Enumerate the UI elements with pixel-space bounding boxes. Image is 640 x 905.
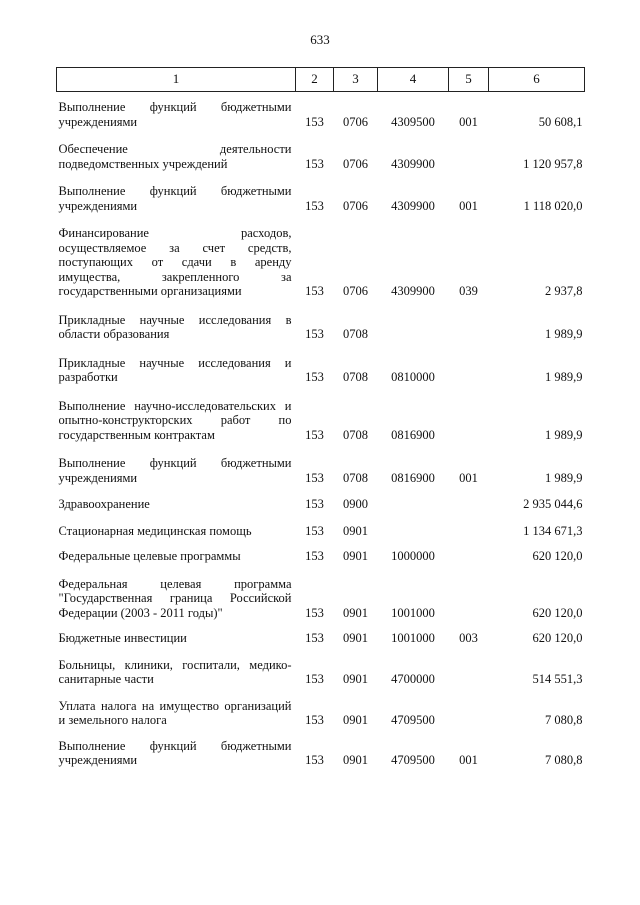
row-amount: 1 134 671,3 (523, 523, 583, 538)
row-spacer (57, 648, 585, 658)
row-spacer-cell (57, 566, 585, 577)
row-name: Выполнение функций бюджетными учреждениями (58, 184, 292, 213)
row-col-3: 0901 (343, 523, 368, 538)
row-col-5: 001 (459, 114, 478, 129)
row-col-2: 153 (305, 753, 324, 767)
row-spacer (57, 622, 585, 631)
row-amount: 1 989,9 (545, 327, 583, 341)
row-col-5 (449, 549, 489, 566)
row-col-4 (378, 524, 449, 541)
row-name: Федеральные целевые программы (58, 549, 241, 563)
table-row (57, 524, 585, 541)
row-name: Выполнение научно-исследовательских и опытно-конструкторских работ по государственным контрактам (58, 398, 292, 442)
row-spacer (57, 730, 585, 739)
row-spacer-cell (57, 173, 585, 184)
budget-table (56, 67, 585, 770)
row-col-5 (449, 313, 489, 344)
header-col-2: 2 (296, 68, 334, 92)
row-spacer (57, 444, 585, 456)
row-col-4: 0816900 (391, 470, 435, 485)
row-name: Прикладные научные исследования и разработки (58, 355, 292, 384)
row-col-3: 0901 (343, 672, 368, 686)
row-col-5: 001 (459, 753, 478, 767)
table-body (57, 92, 585, 770)
row-name: Уплата налога на имущество организаций и земельного налога (58, 698, 292, 727)
row-amount: 1 120 957,8 (523, 156, 583, 171)
row-col-2: 153 (305, 631, 324, 645)
row-col-5 (449, 577, 489, 623)
row-spacer-cell (57, 131, 585, 142)
row-col-3: 0706 (343, 156, 368, 171)
row-spacer-cell (57, 514, 585, 524)
header-col-6: 6 (489, 68, 585, 92)
row-col-5 (449, 524, 489, 541)
row-spacer-cell (57, 487, 585, 497)
header-col-1: 1 (57, 68, 296, 92)
row-col-2: 153 (305, 470, 324, 485)
row-col-4 (378, 313, 449, 344)
row-col-3: 0706 (343, 114, 368, 129)
row-col-4: 4709500 (391, 753, 435, 767)
row-name: Выполнение функций бюджетными учреждениями (58, 456, 292, 485)
row-col-4: 1000000 (391, 549, 435, 563)
row-spacer-cell (57, 622, 585, 631)
header-col-4: 4 (378, 68, 449, 92)
row-col-2: 153 (305, 549, 324, 563)
page-number: 633 (310, 32, 330, 47)
row-col-3: 0708 (343, 470, 368, 485)
table-row (57, 658, 585, 689)
row-spacer (57, 689, 585, 699)
row-col-5 (449, 356, 489, 387)
row-amount: 1 989,9 (545, 470, 583, 485)
table-row (57, 142, 585, 173)
row-name: Прикладные научные исследования в области образования (58, 312, 292, 341)
row-spacer (57, 566, 585, 577)
row-spacer-cell (57, 344, 585, 356)
row-spacer (57, 92, 585, 101)
row-amount: 620 120,0 (532, 631, 583, 645)
row-col-3: 0708 (343, 370, 368, 384)
table-header-row (57, 68, 585, 92)
row-spacer-cell (57, 387, 585, 399)
row-col-5: 003 (459, 631, 478, 645)
row-spacer-cell (57, 730, 585, 739)
row-col-3: 0901 (343, 631, 368, 645)
row-col-4 (378, 497, 449, 514)
row-col-2: 153 (305, 523, 324, 538)
row-name: Бюджетные инвестиции (58, 631, 187, 645)
row-col-2: 153 (305, 713, 324, 727)
row-spacer (57, 131, 585, 142)
row-col-4: 4700000 (391, 672, 435, 686)
row-col-5 (449, 399, 489, 445)
row-col-4: 0816900 (391, 427, 435, 442)
table-row (57, 313, 585, 344)
row-spacer-cell (57, 540, 585, 549)
row-col-2: 153 (305, 156, 324, 171)
row-spacer-cell (57, 648, 585, 658)
row-col-2: 153 (305, 370, 324, 384)
row-spacer (57, 514, 585, 524)
row-col-5: 001 (459, 198, 478, 213)
row-amount: 620 120,0 (532, 549, 583, 563)
row-col-2: 153 (305, 327, 324, 341)
table-row (57, 739, 585, 770)
row-col-4: 0810000 (391, 370, 435, 384)
table-row (57, 497, 585, 514)
table-row (57, 399, 585, 445)
row-spacer (57, 387, 585, 399)
table-row (57, 184, 585, 215)
row-name: Обеспечение деятельности подведомственных учреждений (58, 142, 292, 171)
row-name: Здравоохранение (58, 497, 150, 511)
row-name: Выполнение функций бюджетными учреждениями (58, 738, 292, 767)
row-amount: 1 989,9 (545, 427, 583, 442)
table-row (57, 577, 585, 623)
row-col-5: 001 (459, 470, 478, 485)
row-col-2: 153 (305, 605, 324, 620)
row-col-4: 1001000 (391, 631, 435, 645)
row-name: Финансирование расходов, осуществляемое за счет средств, поступающих от сдачи в аренду имущества, закрепленного за государственными организациями (58, 226, 292, 298)
row-col-3: 0901 (343, 605, 368, 620)
table-row (57, 100, 585, 131)
row-spacer-cell (57, 215, 585, 226)
row-col-3: 0901 (343, 713, 368, 727)
table-row (57, 356, 585, 387)
row-col-4: 4309900 (391, 284, 435, 298)
row-col-2: 153 (305, 497, 324, 511)
row-amount: 7 080,8 (545, 713, 583, 727)
row-spacer (57, 173, 585, 184)
row-col-4: 4309900 (391, 198, 435, 213)
row-spacer (57, 344, 585, 356)
row-col-2: 153 (305, 198, 324, 213)
row-spacer (57, 215, 585, 226)
row-col-3: 0900 (343, 497, 368, 511)
row-amount: 1 989,9 (545, 370, 583, 384)
row-col-5 (449, 699, 489, 730)
table-row (57, 226, 585, 301)
row-name: Выполнение функций бюджетными учреждениями (58, 100, 292, 129)
row-amount: 2 937,8 (545, 284, 583, 298)
row-spacer-cell (57, 301, 585, 313)
table-row (57, 549, 585, 566)
row-amount: 50 608,1 (538, 114, 583, 129)
row-spacer-cell (57, 689, 585, 699)
row-col-3: 0706 (343, 284, 368, 298)
row-spacer (57, 487, 585, 497)
row-col-4: 1001000 (391, 605, 435, 620)
row-col-3: 0901 (343, 549, 368, 563)
row-col-3: 0706 (343, 198, 368, 213)
row-col-5 (449, 142, 489, 173)
row-col-5 (449, 658, 489, 689)
row-col-3: 0901 (343, 753, 368, 767)
table-row (57, 631, 585, 648)
row-amount: 1 118 020,0 (523, 198, 583, 213)
row-amount: 620 120,0 (532, 605, 583, 620)
row-name: Федеральная целевая программа "Государственная граница Российской Федерации (2003 - 2011 годы)" (58, 576, 292, 620)
row-col-4: 4309900 (391, 156, 435, 171)
row-spacer-cell (57, 444, 585, 456)
row-col-2: 153 (305, 672, 324, 686)
row-amount: 7 080,8 (545, 753, 583, 767)
row-spacer-cell (57, 92, 585, 101)
table-row (57, 699, 585, 730)
row-col-4: 4709500 (391, 713, 435, 727)
row-name: Стационарная медицинская помощь (58, 523, 252, 538)
row-col-4: 4309500 (391, 114, 435, 129)
row-amount: 2 935 044,6 (523, 497, 583, 511)
row-spacer (57, 540, 585, 549)
row-col-2: 153 (305, 427, 324, 442)
table-row (57, 456, 585, 487)
row-amount: 514 551,3 (532, 672, 583, 686)
row-col-5: 039 (459, 284, 478, 298)
row-spacer (57, 301, 585, 313)
header-col-3: 3 (334, 68, 378, 92)
row-col-5 (449, 497, 489, 514)
row-col-3: 0708 (343, 427, 368, 442)
header-col-5: 5 (449, 68, 489, 92)
row-col-2: 153 (305, 284, 324, 298)
row-col-3: 0708 (343, 327, 368, 341)
row-name: Больницы, клиники, госпитали, медико-санитарные части (58, 657, 292, 686)
row-col-2: 153 (305, 114, 324, 129)
